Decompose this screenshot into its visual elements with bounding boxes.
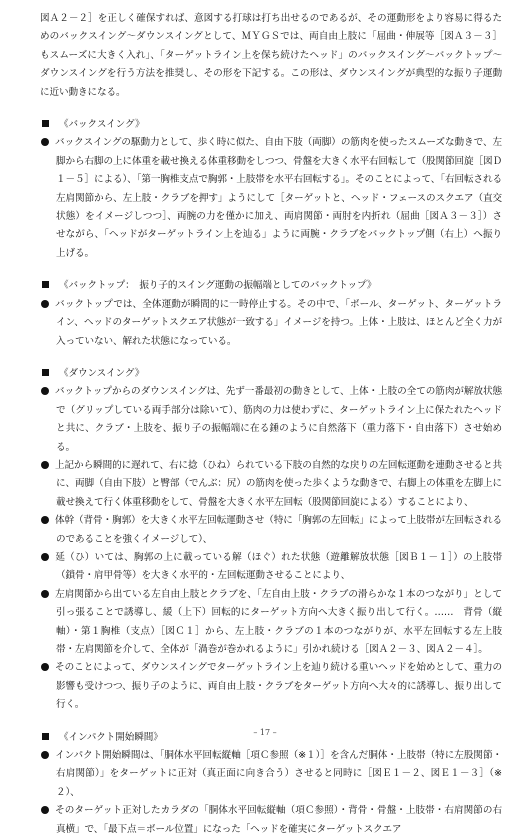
section-heading-downswing: 《ダウンスイング》 [40,365,502,383]
circle-bullet-icon [41,751,49,759]
circle-bullet-icon [41,461,49,469]
bullet-paragraph: 延（ひ）いては、胸郭の上に載っている解（ほぐ）れた状態（遊離解放状態［図Ｂ１－１］）の上肢帯（鎖骨・肩甲骨等）を大きく水平的・左回転運動させることにより、 [40,549,502,586]
bullet-paragraph: バックトップでは、全体運動が瞬間的に一時停止する。その中で、「ボール、ターゲット、ターゲットライン、ヘッドのターゲットスクエア状態が一致する」イメージを持つ。上体・上肢は、ほとんど全く力が入っていない、解れた状態になっている。 [40,296,502,351]
circle-bullet-icon [41,806,49,814]
section-heading-backswing: 《バックスイング》 [40,116,502,134]
square-bullet-icon [42,281,49,288]
circle-bullet-icon [41,553,49,561]
document-page [40,10,502,839]
square-bullet-icon [42,120,49,127]
bullet-paragraph: バックトップからのダウンスイングは、先ず一番最初の動きとして、上体・上肢の全ての筋肉が解放状態で（グリップしている両手部分は除いて）、筋肉の力は使わずに、ターゲットライン上に保たれたヘッドと共に、クラブ・上肢を、振り子の振幅端に在る錘のように自然落下（重力落下・自由落下）させ始める。 [40,383,502,457]
square-bullet-icon [42,369,49,376]
bullet-paragraph: バックスイングの駆動力として、歩く時に似た、自由下肢（両脚）の筋肉を使ったスムーズな動きで、左脚から右脚の上に体重を載せ換える体重移動をしつつ、骨盤を大きく水平右回転して（股関節回旋［図Ｄ１－５］による）、「第一胸椎支点で胸郭・上肢帯を水平右回転する」。そのことによって、「右回転される左肩関節から、左上肢・クラブを押す」ようにして［ターゲットと、ヘッド・フェースのスクエア（直交状態）をイメージしつつ］、両腕の力を僅かに加え、両肩関節・両肘を内折れ（屈曲［図Ａ３－３］）させながら、「ヘッドがターゲットライン上を辿る」ように両腕・クラブをバックトップ側（右上）へ振り上げる。 [40,134,502,263]
section-heading-impact: 《インパクト開始瞬間》 [40,729,502,747]
bullet-paragraph: そのことによって、ダウンスイングでターゲットライン上を辿り続ける重いヘッドを始めとして、重力の影響も受けつつ、振り子のように、両自由上肢・クラブをターゲット方向へ大々的に誘導し、振り出して行く。 [40,659,502,714]
circle-bullet-icon [41,300,49,308]
circle-bullet-icon [41,138,49,146]
bullet-paragraph: インパクト開始瞬間は、「胴体水平回転縦軸［項Ｃ参照（※１）］を含んだ胴体・上肢帯（特に左股関節・右肩関節）」をターゲットに正対（真正面に向き合う）させると同時に［図Ｅ１－２、図Ｅ１－３］（※２）、 [40,747,502,802]
circle-bullet-icon [41,516,49,524]
bullet-paragraph: そのターゲット正対したカラダの「胴体水平回転縦軸（項Ｃ参照）・背骨・骨盤・上肢帯・右肩関節の右真横」で、「最下点＝ボール位置」になった「ヘッドを確実にターゲットスクエア [40,802,502,839]
circle-bullet-icon [41,387,49,395]
intro-paragraph: 図Ａ２－２］を正しく確保すれば、意図する打球は打ち出せるのであるが、その運動形をより容易に得るためのバックスイング～ダウンスイングとして、ＭＹＧＳでは、両自由上肢に「屈曲・伸展等［図Ａ３－３］もスムーズに大きく入れ」、「ターゲットライン上を保ち続けたヘッド」のバックスイング～バックトップ～ダウンスイングを行う方法を推奨し、その形を下記する。この形は、ダウンスイングが典型的な振り子運動に近い動きになる。 [40,13,502,98]
page-number: – 17 – [253,728,277,737]
bullet-paragraph: 上記から瞬間的に遅れて、右に捻（ひね）られている下肢の自然的な戻りの左回転運動を連動させると共に、両脚（自由下肢）と臀部（でんぶ：尻）の筋肉を使った歩くような動きで、右脚上の体重を左脚上に載せ換えて行く体重移動をして、骨盤を大きく水平左回転（股関節回旋による）することにより、 [40,457,502,512]
bullet-paragraph: 左肩関節から出ている左自由上肢とクラブを、「左自由上肢・クラブの滑らかな１本のつながり」として引っ張ることで誘導し、緩（上下）回転的にターゲット方向へ大きく振り出して行く。…… 背骨（縦軸）・第１胸椎（支点）［図Ｃ１］から、左上肢・クラブの１本のつながりが、水平左回転する左上肢帯・左肩関節を介して、全体が「渦巻が巻かれるように」引かれ続ける［図Ａ２－３、図Ａ２－４］。 [40,586,502,660]
bullet-paragraph: 体幹（背骨・胸郭）を大きく水平左回転運動させ（特に「胸郭の左回転」によって上肢帯が左回転されるのであることを強くイメージして）、 [40,512,502,549]
section-heading-backtop: 《バックトップ： 振り子的スイング運動の振幅端としてのバックトップ》 [40,277,502,295]
circle-bullet-icon [41,590,49,598]
circle-bullet-icon [41,663,49,671]
